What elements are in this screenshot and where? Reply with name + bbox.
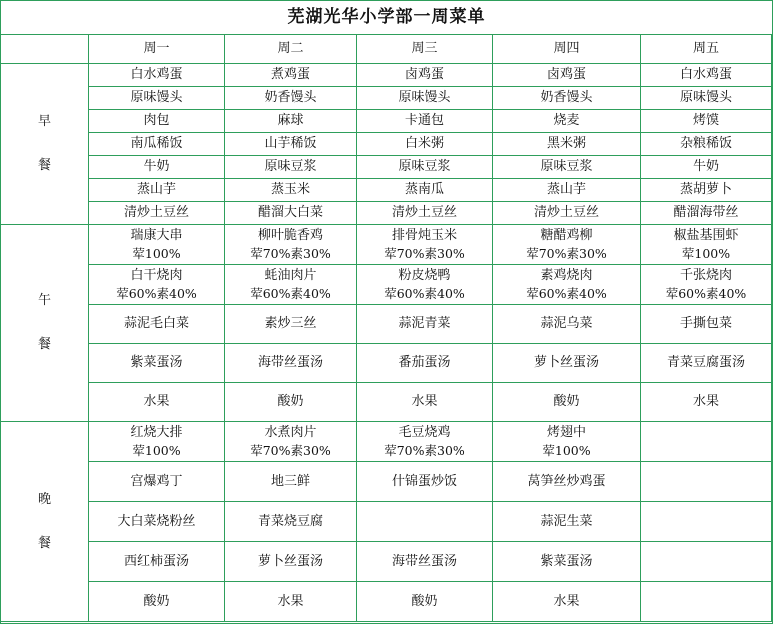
menu-cell: 水果 [225,582,357,622]
dish-name: 柳叶脆香鸡 [257,228,323,243]
lunch-row [1,225,772,265]
meal-label-char: 早 [37,114,51,129]
menu-cell: 奶香馒头 [493,87,641,110]
menu-cell [225,225,357,265]
meat-veg-ratio: 荤70%素30% [526,246,607,261]
menu-cell: 紫菜蛋汤 [89,344,225,383]
menu-cell: 白水鸡蛋 [641,64,772,87]
dish-name: 白干烧肉 [130,268,183,283]
dinner-row [1,502,772,542]
menu-cell: 原味豆浆 [493,156,641,179]
day-header-row [1,35,772,64]
menu-cell: 水果 [493,582,641,622]
weekly-menu-table [0,34,772,622]
menu-cell [89,265,225,305]
menu-cell: 蒸山芋 [89,179,225,202]
menu-cell: 酸奶 [357,582,493,622]
lunch-row [1,383,772,422]
dish-name: 毛豆烧鸡 [398,425,451,440]
meat-veg-ratio: 荤70%素30% [384,443,465,458]
meat-veg-ratio: 荤100% [132,246,181,261]
menu-cell: 什锦蛋炒饭 [357,462,493,502]
meat-veg-ratio: 荤60%素40% [384,286,465,301]
dish-name: 椒盐基围虾 [673,228,739,243]
menu-cell [357,225,493,265]
dish-name: 水煮肉片 [264,425,317,440]
breakfast-label [1,64,89,225]
menu-cell: 肉包 [89,110,225,133]
menu-cell [225,422,357,462]
menu-cell: 大白菜烧粉丝 [89,502,225,542]
menu-cell: 南瓜稀饭 [89,133,225,156]
menu-cell [641,225,772,265]
dinner-row [1,582,772,622]
dinner-row [1,542,772,582]
menu-cell: 牛奶 [89,156,225,179]
menu-cell [357,502,493,542]
breakfast-row [1,202,772,225]
meat-veg-ratio: 荤70%素30% [384,246,465,261]
breakfast-row [1,64,772,87]
meal-label-char: 餐 [37,337,51,352]
menu-cell: 清炒土豆丝 [357,202,493,225]
meat-veg-ratio: 荤100% [132,443,181,458]
dish-name: 瑞康大串 [130,228,183,243]
menu-cell: 素炒三丝 [225,305,357,344]
meat-veg-ratio: 荤70%素30% [250,443,331,458]
day-header: 周三 [357,35,493,64]
page-title: 芜湖光华小学部一周菜单 [287,7,486,27]
menu-cell: 蒜泥青菜 [357,305,493,344]
dinner-row [1,462,772,502]
dish-name: 排骨炖玉米 [391,228,457,243]
menu-cell [641,502,772,542]
lunch-label [1,225,89,422]
menu-cell: 萝卜丝蛋汤 [493,344,641,383]
menu-cell: 杂粮稀饭 [641,133,772,156]
breakfast-row [1,110,772,133]
day-header: 周四 [493,35,641,64]
menu-cell [641,422,772,462]
menu-cell: 原味豆浆 [225,156,357,179]
dinner-label [1,422,89,622]
meal-label-char: 餐 [37,158,51,173]
meat-veg-ratio: 荤60%素40% [116,286,197,301]
menu-cell: 蒸胡萝卜 [641,179,772,202]
meal-label-char: 餐 [37,535,51,551]
menu-cell: 白水鸡蛋 [89,64,225,87]
menu-cell: 卤鸡蛋 [357,64,493,87]
day-header: 周一 [89,35,225,64]
menu-cell: 醋溜大白菜 [225,202,357,225]
meat-veg-ratio: 荤70%素30% [250,246,331,261]
menu-cell: 烤馍 [641,110,772,133]
menu-cell: 黑米粥 [493,133,641,156]
menu-cell: 原味馒头 [89,87,225,110]
dish-name: 红烧大排 [130,425,183,440]
lunch-row [1,344,772,383]
dish-name: 蚝油肉片 [264,268,317,283]
dinner-row [1,422,772,462]
menu-cell: 牛奶 [641,156,772,179]
dish-name: 糖醋鸡柳 [540,228,593,243]
menu-cell: 水果 [357,383,493,422]
lunch-row [1,265,772,305]
menu-cell [493,225,641,265]
menu-cell [225,265,357,305]
menu-cell: 青菜豆腐蛋汤 [641,344,772,383]
menu-cell: 宫爆鸡丁 [89,462,225,502]
menu-cell: 蒜泥乌菜 [493,305,641,344]
day-header: 周五 [641,35,772,64]
dish-name: 粉皮烧鸭 [398,268,451,283]
meat-veg-ratio: 荤60%素40% [250,286,331,301]
menu-cell: 奶香馒头 [225,87,357,110]
dish-name: 千张烧肉 [679,268,732,283]
menu-cell: 麻球 [225,110,357,133]
menu-cell: 莴笋丝炒鸡蛋 [493,462,641,502]
menu-cell: 蒸玉米 [225,179,357,202]
menu-cell: 原味馒头 [357,87,493,110]
menu-cell: 手撕包菜 [641,305,772,344]
breakfast-row [1,87,772,110]
menu-cell: 蒸山芋 [493,179,641,202]
menu-cell [493,265,641,305]
menu-cell: 西红柿蛋汤 [89,542,225,582]
menu-cell: 酸奶 [89,582,225,622]
menu-cell: 原味豆浆 [357,156,493,179]
meat-veg-ratio: 荤60%素40% [665,286,747,301]
dish-name: 烤翅中 [546,425,586,440]
menu-cell: 青菜烧豆腐 [225,502,357,542]
menu-cell: 蒜泥毛白菜 [89,305,225,344]
meat-veg-ratio: 荤60%素40% [526,286,607,301]
menu-cell: 酸奶 [493,383,641,422]
menu-cell [641,462,772,502]
menu-cell: 白米粥 [357,133,493,156]
menu-cell: 卤鸡蛋 [493,64,641,87]
meat-veg-ratio: 荤100% [681,246,731,261]
breakfast-row [1,133,772,156]
menu-cell: 烧麦 [493,110,641,133]
menu-cell [641,582,772,622]
menu-cell: 萝卜丝蛋汤 [225,542,357,582]
menu-cell: 清炒土豆丝 [89,202,225,225]
menu-cell: 醋溜海带丝 [641,202,772,225]
menu-cell [641,542,772,582]
lunch-row [1,305,772,344]
menu-cell: 蒜泥生菜 [493,502,641,542]
menu-cell: 卡通包 [357,110,493,133]
menu-cell: 清炒土豆丝 [493,202,641,225]
menu-cell: 酸奶 [225,383,357,422]
menu-cell: 煮鸡蛋 [225,64,357,87]
menu-cell [357,422,493,462]
menu-cell: 山芋稀饭 [225,133,357,156]
corner-cell [1,35,89,64]
menu-cell: 紫菜蛋汤 [493,542,641,582]
breakfast-row [1,179,772,202]
menu-cell: 水果 [641,383,772,422]
dish-name: 素鸡烧肉 [540,268,593,283]
menu-cell [89,422,225,462]
menu-cell [357,265,493,305]
menu-cell: 海带丝蛋汤 [357,542,493,582]
menu-cell: 原味馒头 [641,87,772,110]
meal-label-char: 午 [37,293,51,308]
menu-cell [493,422,641,462]
menu-cell: 海带丝蛋汤 [225,344,357,383]
menu-cell: 地三鲜 [225,462,357,502]
meal-label-char: 晚 [37,491,51,507]
day-header: 周二 [225,35,357,64]
breakfast-row [1,156,772,179]
menu-cell [89,225,225,265]
meat-veg-ratio: 荤100% [542,443,591,458]
menu-cell: 水果 [89,383,225,422]
menu-cell: 番茄蛋汤 [357,344,493,383]
menu-cell [641,265,772,305]
menu-cell: 蒸南瓜 [357,179,493,202]
